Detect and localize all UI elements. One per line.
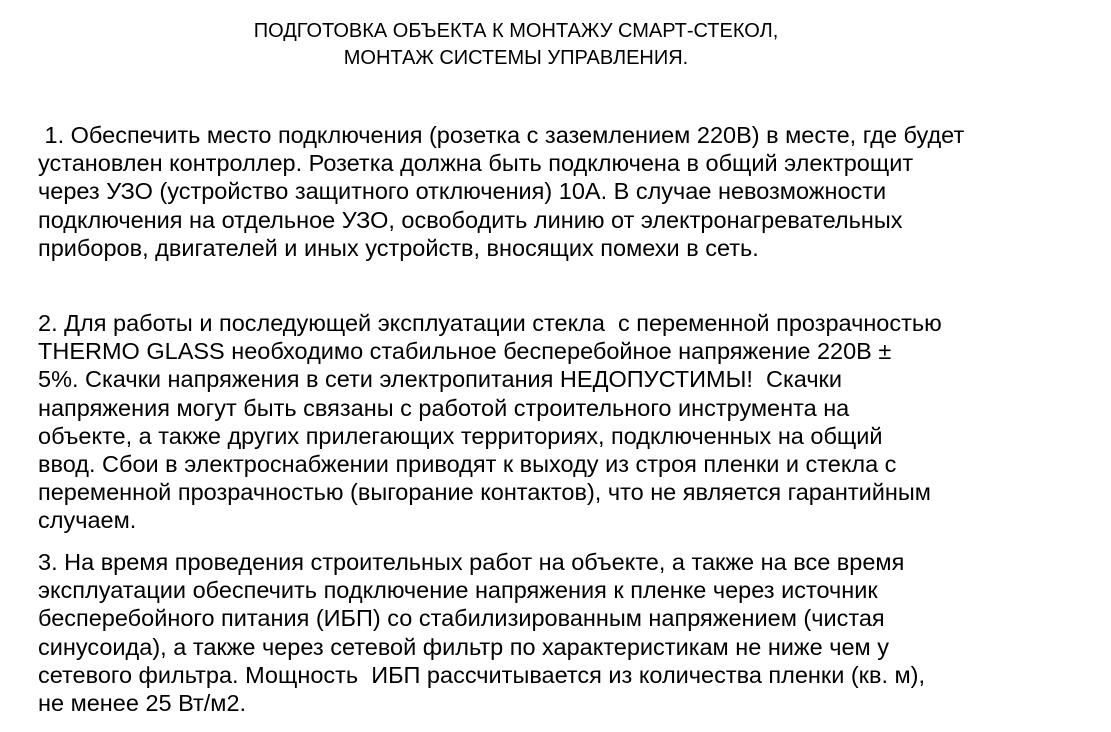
document-title [0,18,1032,72]
paragraph-line: THERMO GLASS необходимо стабильное бесперебойное напряжение 220В ± [38,338,892,365]
paragraph-1 [38,121,1088,262]
paragraph-line: случаем. [38,507,137,534]
paragraph-2 [38,309,1088,535]
paragraph-line: эксплуатации обеспечить подключение напряжения к пленке через источник [38,577,878,604]
paragraph-line: синусоида), а также через сетевой фильтр по характеристикам не ниже чем у [38,633,889,660]
paragraph-line: через УЗО (устройство защитного отключения) 10А. В случае невозможности [38,178,887,205]
paragraph-line: 2. Для работы и последующей эксплуатации стекла с переменной прозрачностью [38,310,942,336]
paragraph-line: 1. Обеспечить место подключения (розетка с заземлением 220В) в месте, где будет [38,122,965,148]
paragraph-line: сетевого фильтра. Мощность ИБП рассчитывается из количества пленки (кв. м), [38,661,926,688]
paragraph-line: 3. На время проведения строительных работ на объекте, а также на все время [38,549,905,575]
paragraph-line: подключения на отдельное УЗО, освободить линию от электронагревательных [38,206,903,233]
paragraph-line: 5%. Скачки напряжения в сети электропитания НЕДОПУСТИМЫ! Скачки [38,366,842,393]
paragraph-line: объекте, а также других прилегающих территориях, подключенных на общий [38,422,883,449]
paragraph-line: напряжения могут быть связаны с работой строительного инструмента на [38,394,850,421]
paragraph-line: переменной прозрачностью (выгорание контактов), что не является гарантийным [38,479,931,506]
paragraph-3 [38,548,1088,717]
paragraph-line: приборов, двигателей и иных устройств, вносящих помехи в сеть. [38,234,759,261]
paragraph-line: не менее 25 Вт/м2. [38,690,247,717]
title-line: ПОДГОТОВКА ОБЪЕКТА К МОНТАЖУ СМАРТ-СТЕКОЛ, [253,20,779,42]
paragraph-line: бесперебойного питания (ИБП) со стабилизированным напряжением (чистая [38,605,885,632]
paragraph-line: установлен контроллер. Розетка должна быть подключена в общий электрощит [38,150,914,177]
paragraph-line: ввод. Сбои в электроснабжении приводят к выходу из строя пленки и стекла с [38,451,897,478]
title-line: МОНТАЖ СИСТЕМЫ УПРАВЛЕНИЯ. [343,47,689,69]
